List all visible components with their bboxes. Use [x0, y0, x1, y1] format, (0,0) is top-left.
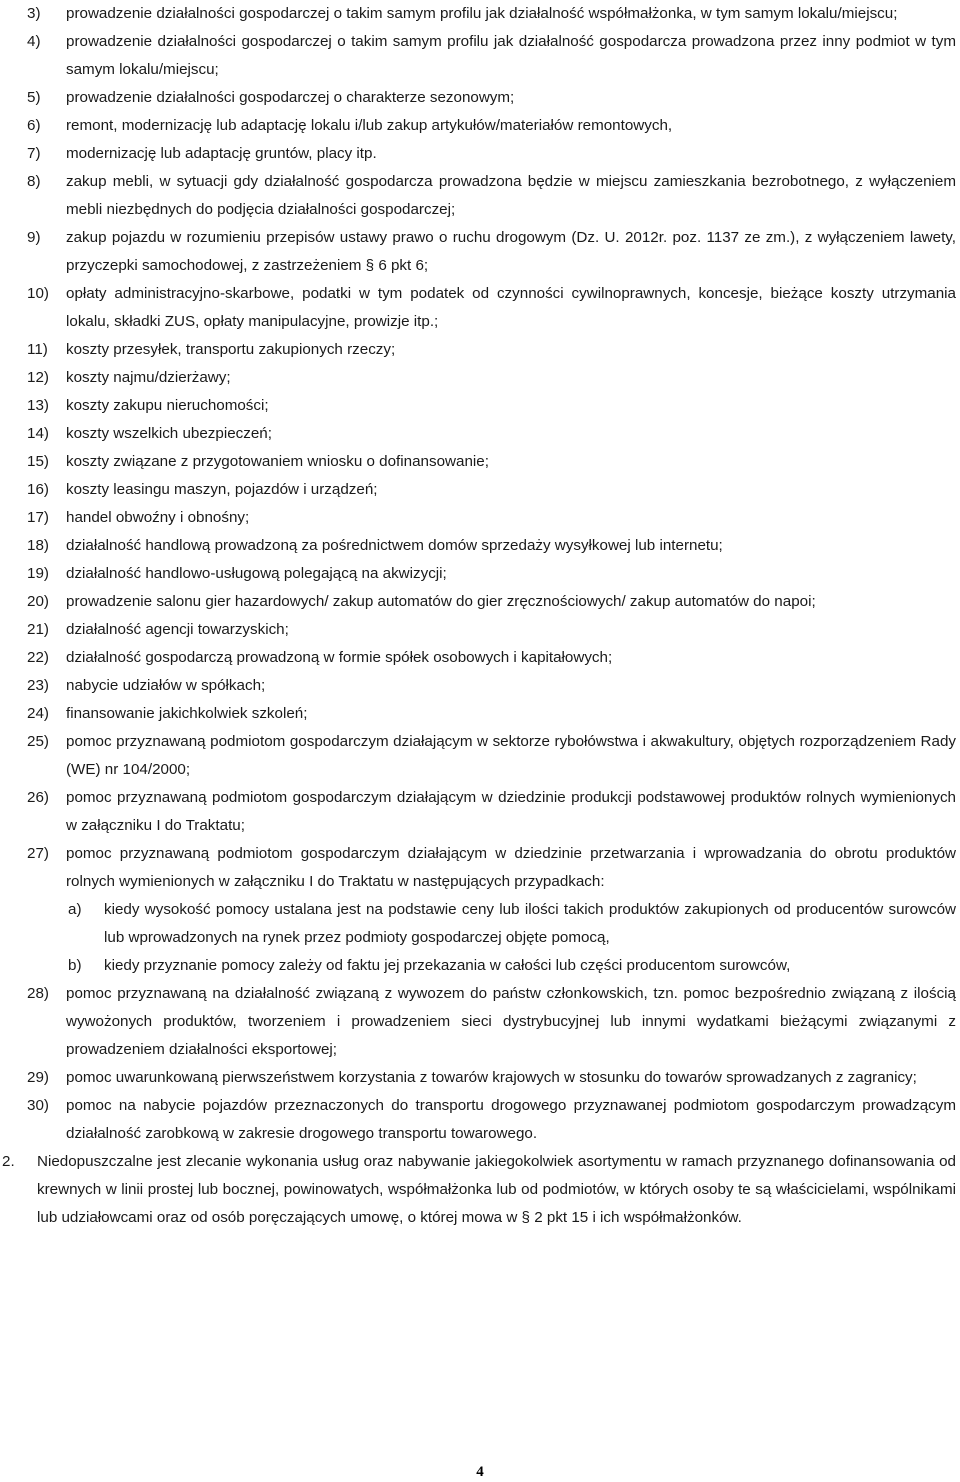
list-item-text: prowadzenie działalności gospodarczej o charakterze sezonowym; — [66, 89, 515, 106]
list-item-number: 7) — [27, 145, 41, 162]
list-item-number: 9) — [27, 229, 41, 246]
page-number: 4 — [476, 1464, 484, 1480]
list-item-number: 19) — [27, 565, 49, 582]
list-item-number: 20) — [27, 593, 49, 610]
list-item — [0, 448, 960, 476]
list-item — [0, 224, 960, 280]
list-item — [0, 504, 960, 532]
list-item-text: działalność handlową prowadzoną za pośrednictwem domów sprzedaży wysyłkowej lub internetu; — [66, 537, 723, 554]
list-item-number: 4) — [27, 33, 41, 50]
list-item-number: 18) — [27, 537, 49, 554]
list-item — [0, 840, 960, 980]
list-item-number: 15) — [27, 453, 49, 470]
list-item-number: 26) — [27, 789, 49, 806]
paragraph-text: Niedopuszczalne jest zlecanie wykonania usług oraz nabywanie jakiegokolwiek asortymentu w ramach przyznanego dofinansowania od krewnych w linii prostej lub bocznej, powinowatych, współmałżonka lub od podmiotów, w których osoby te są właścicielami, wspólnikami lub udziałowcami oraz od osób poręczających umowę, o której mowa w § 2 pkt 15 i ich współmałżonków. — [37, 1153, 956, 1226]
list-item — [0, 784, 960, 840]
list-item-number: 29) — [27, 1069, 49, 1086]
list-item-number: 5) — [27, 89, 41, 106]
list-item-number: 3) — [27, 5, 41, 22]
list-item — [0, 112, 960, 140]
list-item — [0, 728, 960, 784]
list-item-text: zakup mebli, w sytuacji gdy działalność gospodarcza prowadzona będzie w miejscu zamieszkania bezrobotnego, z wyłączeniem mebli niezbędnych do podjęcia działalności gospodarczej; — [66, 173, 956, 218]
list-item — [0, 364, 960, 392]
list-item-text: prowadzenie salonu gier hazardowych/ zakup automatów do gier zręcznościowych/ zakup automatów do napoi; — [66, 593, 816, 610]
list-item — [0, 392, 960, 420]
list-item-text: modernizację lub adaptację gruntów, placy itp. — [66, 145, 377, 162]
list-item — [0, 420, 960, 448]
list-item — [0, 980, 960, 1064]
list-item — [0, 588, 960, 616]
list-item — [0, 140, 960, 168]
list-item-number: 28) — [27, 985, 49, 1002]
list-item-text: działalność handlowo-usługową polegającą na akwizycji; — [66, 565, 447, 582]
list-item — [0, 1064, 960, 1092]
list-item-number: 6) — [27, 117, 41, 134]
sub-list-item-text: kiedy przyznanie pomocy zależy od faktu jej przekazania w całości lub części producentom surowców, — [104, 957, 791, 974]
list-item-text: zakup pojazdu w rozumieniu przepisów ustawy prawo o ruchu drogowym (Dz. U. 2012r. poz. 1137 ze zm.), z wyłączeniem lawety, przyczepki samochodowej, z zastrzeżeniem § 6 pkt 6; — [66, 229, 956, 274]
list-item-text: pomoc na nabycie pojazdów przeznaczonych do transportu drogowego przyznawanej podmiotom gospodarczym prowadzącym działalność zarobkową w zakresie drogowego transportu towarowego. — [66, 1097, 956, 1142]
sub-list-item-text: kiedy wysokość pomocy ustalana jest na podstawie ceny lub ilości takich produktów zakupionych od producentów surowców lub wprowadzonych na rynek przez podmioty gospodarczej objęte pomocą, — [104, 901, 956, 946]
list-item — [0, 28, 960, 84]
list-item-number: 27) — [27, 845, 49, 862]
list-item-number: 8) — [27, 173, 41, 190]
list-item-text: prowadzenie działalności gospodarczej o takim samym profilu jak działalność gospodarcza prowadzona przez inny podmiot w tym samym lokalu/miejscu; — [66, 33, 956, 78]
list-item-text: działalność agencji towarzyskich; — [66, 621, 289, 638]
list-item — [0, 1092, 960, 1148]
list-item — [0, 672, 960, 700]
list-item-text: opłaty administracyjno-skarbowe, podatki w tym podatek od czynności cywilnoprawnych, koncesje, bieżące koszty utrzymania lokalu, składki ZUS, opłaty manipulacyjne, prowizje itp.; — [66, 285, 956, 330]
list-item-text: koszty związane z przygotowaniem wniosku o dofinansowanie; — [66, 453, 489, 470]
list-item-text: pomoc przyznawaną na działalność związaną z wywozem do państw członkowskich, tzn. pomoc bezpośrednio związaną z ilością wywożonych produktów, tworzeniem i prowadzeniem sieci dystrybucyjnej lub innymi wydatkami bieżącymi związanymi z prowadzeniem działalności eksportowej; — [66, 985, 956, 1058]
paragraph-2 — [0, 1148, 960, 1232]
list-item-text: pomoc uwarunkowaną pierwszeństwem korzystania z towarów krajowych w stosunku do towarów sprowadzanych z zagranicy; — [66, 1069, 917, 1086]
list-item-number: 24) — [27, 705, 49, 722]
list-item-text: działalność gospodarczą prowadzoną w formie spółek osobowych i kapitałowych; — [66, 649, 613, 666]
list-item-text: finansowanie jakichkolwiek szkoleń; — [66, 705, 308, 722]
list-item — [0, 0, 960, 28]
list-item-number: 11) — [27, 341, 48, 358]
list-item — [0, 168, 960, 224]
list-item — [0, 560, 960, 588]
list-item — [0, 84, 960, 112]
list-item-text: pomoc przyznawaną podmiotom gospodarczym działającym w sektorze rybołówstwa i akwakultury, objętych rozporządzeniem Rady (WE) nr 104/2000; — [66, 733, 956, 778]
paragraph-number: 2. — [2, 1153, 15, 1170]
list-item — [0, 280, 960, 336]
list-item-number: 12) — [27, 369, 49, 386]
list-item-number: 13) — [27, 397, 49, 414]
sub-list-item-number: b) — [68, 957, 82, 974]
list-item — [0, 532, 960, 560]
list-item-text: pomoc przyznawaną podmiotom gospodarczym działającym w dziedzinie produkcji podstawowej produktów rolnych wymienionych w załączniku I do Traktatu; — [66, 789, 956, 834]
list-item-text: koszty leasingu maszyn, pojazdów i urządzeń; — [66, 481, 378, 498]
sub-list-item-number: a) — [68, 901, 82, 918]
list-item-text: koszty przesyłek, transportu zakupionych rzeczy; — [66, 341, 396, 358]
list-item-text: handel obwoźny i obnośny; — [66, 509, 250, 526]
list-item-number: 22) — [27, 649, 49, 666]
list-item-text: koszty najmu/dzierżawy; — [66, 369, 231, 386]
list-item-number: 17) — [27, 509, 49, 526]
list-item-number: 14) — [27, 425, 49, 442]
list-item-number: 23) — [27, 677, 49, 694]
list-item-number: 10) — [27, 285, 49, 302]
list-item-text: remont, modernizację lub adaptację lokalu i/lub zakup artykułów/materiałów remontowych, — [66, 117, 673, 134]
sub-list-item — [66, 952, 956, 980]
list-item-number: 30) — [27, 1097, 49, 1114]
list-item-text: koszty zakupu nieruchomości; — [66, 397, 269, 414]
sub-list — [66, 896, 956, 980]
list-item — [0, 336, 960, 364]
list-item-text: pomoc przyznawaną podmiotom gospodarczym działającym w dziedzinie przetwarzania i wprowadzania do obrotu produktów rolnych wymienionych w załączniku I do Traktatu w następujących przypadkach: — [66, 845, 956, 890]
list-item — [0, 644, 960, 672]
list-item-number: 21) — [27, 621, 49, 638]
list-item — [0, 616, 960, 644]
list-item-text: prowadzenie działalności gospodarczej o takim samym profilu jak działalność współmałżonka, w tym samym lokalu/miejscu; — [66, 5, 898, 22]
list-item-number: 25) — [27, 733, 49, 750]
list-item-number: 16) — [27, 481, 49, 498]
list-item-text: koszty wszelkich ubezpieczeń; — [66, 425, 272, 442]
sub-list-item — [66, 896, 956, 952]
list-item — [0, 476, 960, 504]
list-item-text: nabycie udziałów w spółkach; — [66, 677, 266, 694]
list-item — [0, 700, 960, 728]
